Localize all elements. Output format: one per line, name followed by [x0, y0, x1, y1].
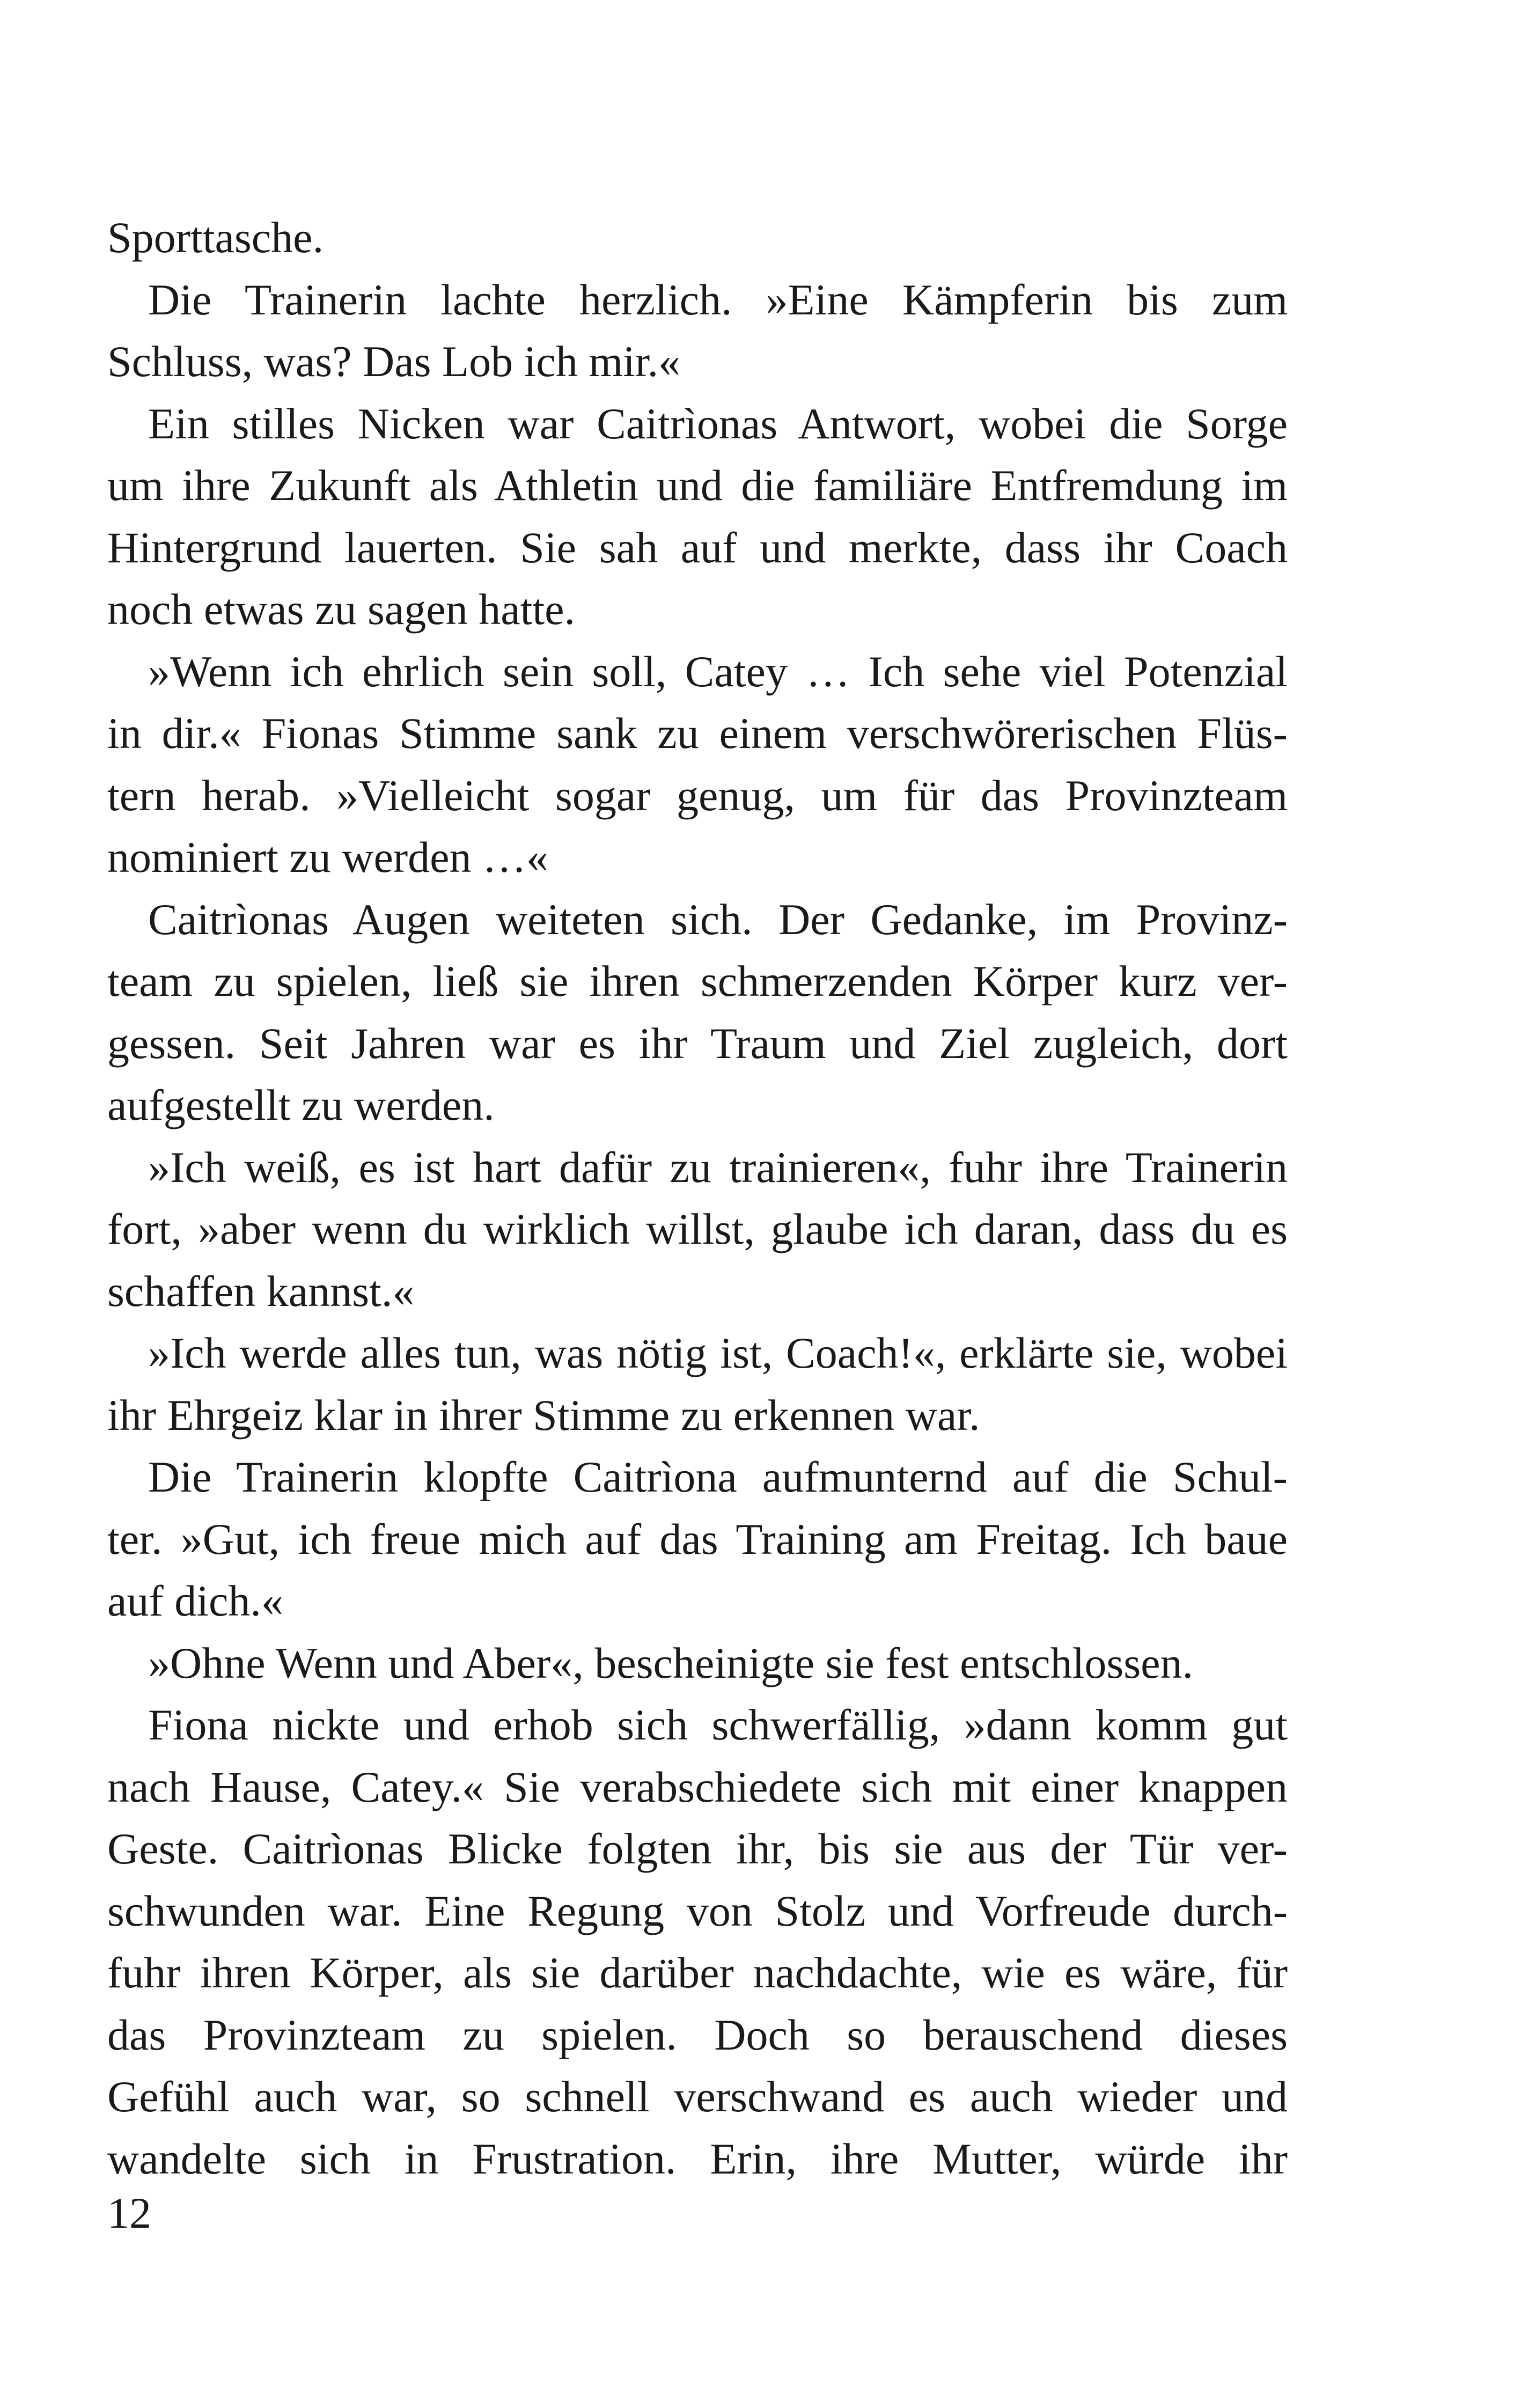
text-line: »Ich weiß, es ist hart dafür zu trainieren«, fuhr ihre Trainerin [148, 1142, 1288, 1192]
text-line: »Ich werde alles tun, was nötig ist, Coach!«, erklärte sie, wobei [148, 1328, 1288, 1377]
text-line: Ein stilles Nicken war Caitrìonas Antwort, wobei die Sorge [148, 399, 1288, 448]
text-line: »Ohne Wenn und Aber«, bescheinigte sie fest entschlossen. [148, 1638, 1194, 1687]
text-line: Die Trainerin klopfte Caitrìona aufmunternd auf die Schul- [148, 1452, 1288, 1501]
text-line: team zu spielen, ließ sie ihren schmerzenden Körper kurz ver- [107, 957, 1288, 1005]
text-line: schwunden war. Eine Regung von Stolz und Vorfreude durch- [107, 1886, 1288, 1935]
text-line: wandelte sich in Frustration. Erin, ihre Mutter, würde ihr [107, 2134, 1288, 2183]
text-line: Schluss, was? Das Lob ich mir.« [107, 337, 681, 386]
text-line: das Provinzteam zu spielen. Doch so berauschend dieses [107, 2010, 1288, 2059]
text-line: Die Trainerin lachte herzlich. »Eine Kämpferin bis zum [148, 275, 1288, 324]
text-line: aufgestellt zu werden. [107, 1081, 495, 1129]
text-line: fuhr ihren Körper, als sie darüber nachdachte, wie es wäre, für [107, 1948, 1288, 1997]
text-line: Gefühl auch war, so schnell verschwand es auch wieder und [107, 2072, 1288, 2121]
text-line: ter. »Gut, ich freue mich auf das Training am Freitag. Ich baue [107, 1514, 1288, 1563]
text-line: um ihre Zukunft als Athletin und die familiäre Entfremdung im [107, 461, 1288, 510]
page-number: 12 [107, 2189, 151, 2237]
text-line: Geste. Caitrìonas Blicke folgten ihr, bis sie aus der Tür ver- [107, 1824, 1288, 1873]
text-line: fort, »aber wenn du wirklich willst, glaube ich daran, dass du es [107, 1205, 1288, 1253]
text-line: Fiona nickte und erhob sich schwerfällig, »dann komm gut [148, 1700, 1288, 1749]
body-text [107, 207, 1288, 2190]
text-line: schaffen kannst.« [107, 1266, 415, 1316]
text-line: nominiert zu werden …« [107, 833, 549, 882]
text-line: auf dich.« [107, 1576, 283, 1625]
text-line: noch etwas zu sagen hatte. [107, 585, 576, 634]
text-line: ihr Ehrgeiz klar in ihrer Stimme zu erkennen war. [107, 1390, 980, 1440]
text-line: Hintergrund lauerten. Sie sah auf und merkte, dass ihr Coach [107, 523, 1288, 572]
text-line: tern herab. »Vielleicht sogar genug, um für das Provinzteam [107, 770, 1288, 820]
text-line: gessen. Seit Jahren war es ihr Traum und Ziel zugleich, dort [107, 1018, 1288, 1068]
text-line: Sporttasche. [107, 213, 324, 262]
text-line: Caitrìonas Augen weiteten sich. Der Gedanke, im Provinz- [148, 894, 1288, 944]
text-line: in dir.« Fionas Stimme sank zu einem verschwörerischen Flüs- [107, 709, 1288, 758]
text-line: nach Hause, Catey.« Sie verabschiedete sich mit einer knappen [107, 1762, 1288, 1811]
text-line: »Wenn ich ehrlich sein soll, Catey … Ich sehe viel Potenzial [148, 647, 1288, 696]
